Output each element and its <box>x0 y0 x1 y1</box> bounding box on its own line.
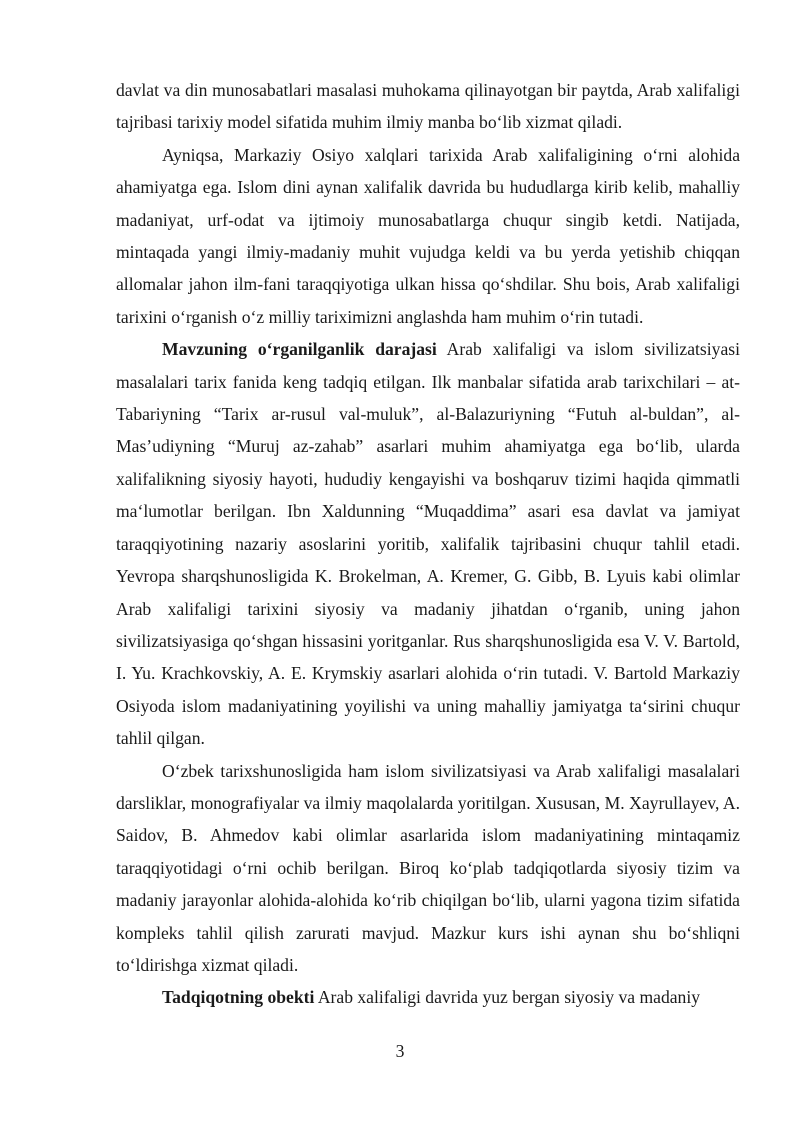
paragraph-text: Arab xalifaligi va islom sivilizatsiyasi masalalari tarix fanida keng tadqiq etilgan. Ilk manbalar sifatida arab tarixchilari – at-Tabariyning “Tarix ar-rusul val-muluk”, al-Balazuriyning “Futuh al-buldan”, al-Mas’udiyning “Muruj az-zahab” asarlari muhim ahamiyatga ega bo‘lib, ularda xalifalikning siyosiy hayoti, hududiy kengayishi va boshqaruv tizimi haqida qimmatli ma‘lumotlar berilgan. Ibn Xaldunning “Muqaddima” asari esa davlat va jamiyat taraqqiyotining nazariy asoslarini yoritib, xalifalik tajribasini chuqur tahlil etadi. Yevropa sharqshunosligida K. Brokelman, A. Kremer, G. Gibb, B. Lyuis kabi olimlar Arab xalifaligi tarixini siyosiy va madaniy jihatdan o‘rganib, uning jahon sivilizatsiyasiga qo‘shgan hissasini yoritganlar. Rus sharqshunosligida esa V. V. Bartold, I. Yu. Krachkovskiy, A. E. Krymskiy asarlari alohida o‘rin tutadi. V. Bartold Markaziy Osiyoda islom madaniyatining yoyilishi va uning mahalliy jamiyatga ta‘sirini chuqur tahlil qilgan. <box>116 339 740 749</box>
paragraph-central-asia <box>116 139 740 333</box>
paragraph-text: Arab xalifaligi davrida yuz bergan siyosiy va madaniy <box>314 987 701 1008</box>
paragraph-uzbek-historiography <box>116 755 740 982</box>
paragraph-research-degree <box>116 333 740 754</box>
paragraph-text: O‘zbek tarixshunosligida ham islom sivilizatsiyasi va Arab xalifaligi masalalari darsliklar, monografiyalar va ilmiy maqolalarda yoritilgan. Xususan, M. Xayrullayev, A. Saidov, B. Ahmedov kabi olimlar asarlarida islom madaniyatining mintaqamiz taraqqiyotidagi o‘rni ochib berilgan. Biroq ko‘plab tadqiqotlarda siyosiy tizim va madaniy jarayonlar alohida-alohida ko‘rib chiqilgan bo‘lib, ularni yagona tizim sifatida kompleks tahlil qilish zarurati mavjud. Mazkur kurs ishi aynan shu bo‘shliqni to‘ldirishga xizmat qiladi. <box>116 760 740 975</box>
paragraph-text: Ayniqsa, Markaziy Osiyo xalqlari tarixida Arab xalifaligining o‘rni alohida ahamiyatga ega. Islom dini aynan xalifalik davrida bu hududlarga kirib kelib, mahalliy madaniyat, urf-odat va ijtimoiy munosabatlarga chuqur singib ketdi. Natijada, mintaqada yangi ilmiy-madaniy muhit vujudga keldi va bu yerda yetishib chiqqan allomalar jahon ilm-fani taraqqiyotiga ulkan hissa qo‘shdilar. Shu bois, Arab xalifaligi tarixini o‘rganish o‘z milliy tariximizni anglashda ham muhim o‘rin tutadi. <box>116 144 740 327</box>
paragraph-text: davlat va din munosabatlari masalasi muhokama qilinayotgan bir paytda, Arab xalifaligi tajribasi tarixiy model sifatida muhim ilmiy manba bo‘lib xizmat qiladi. <box>116 80 740 133</box>
page-number: 3 <box>395 1041 405 1061</box>
paragraph-lead-heading: Mavzuning o‘rganilganlik darajasi <box>162 339 437 360</box>
paragraph-lead-heading: Tadqiqotning obekti <box>162 987 315 1008</box>
body-text <box>116 74 740 1014</box>
paragraph-continuation <box>116 74 740 139</box>
paragraph-research-object <box>116 981 740 1013</box>
